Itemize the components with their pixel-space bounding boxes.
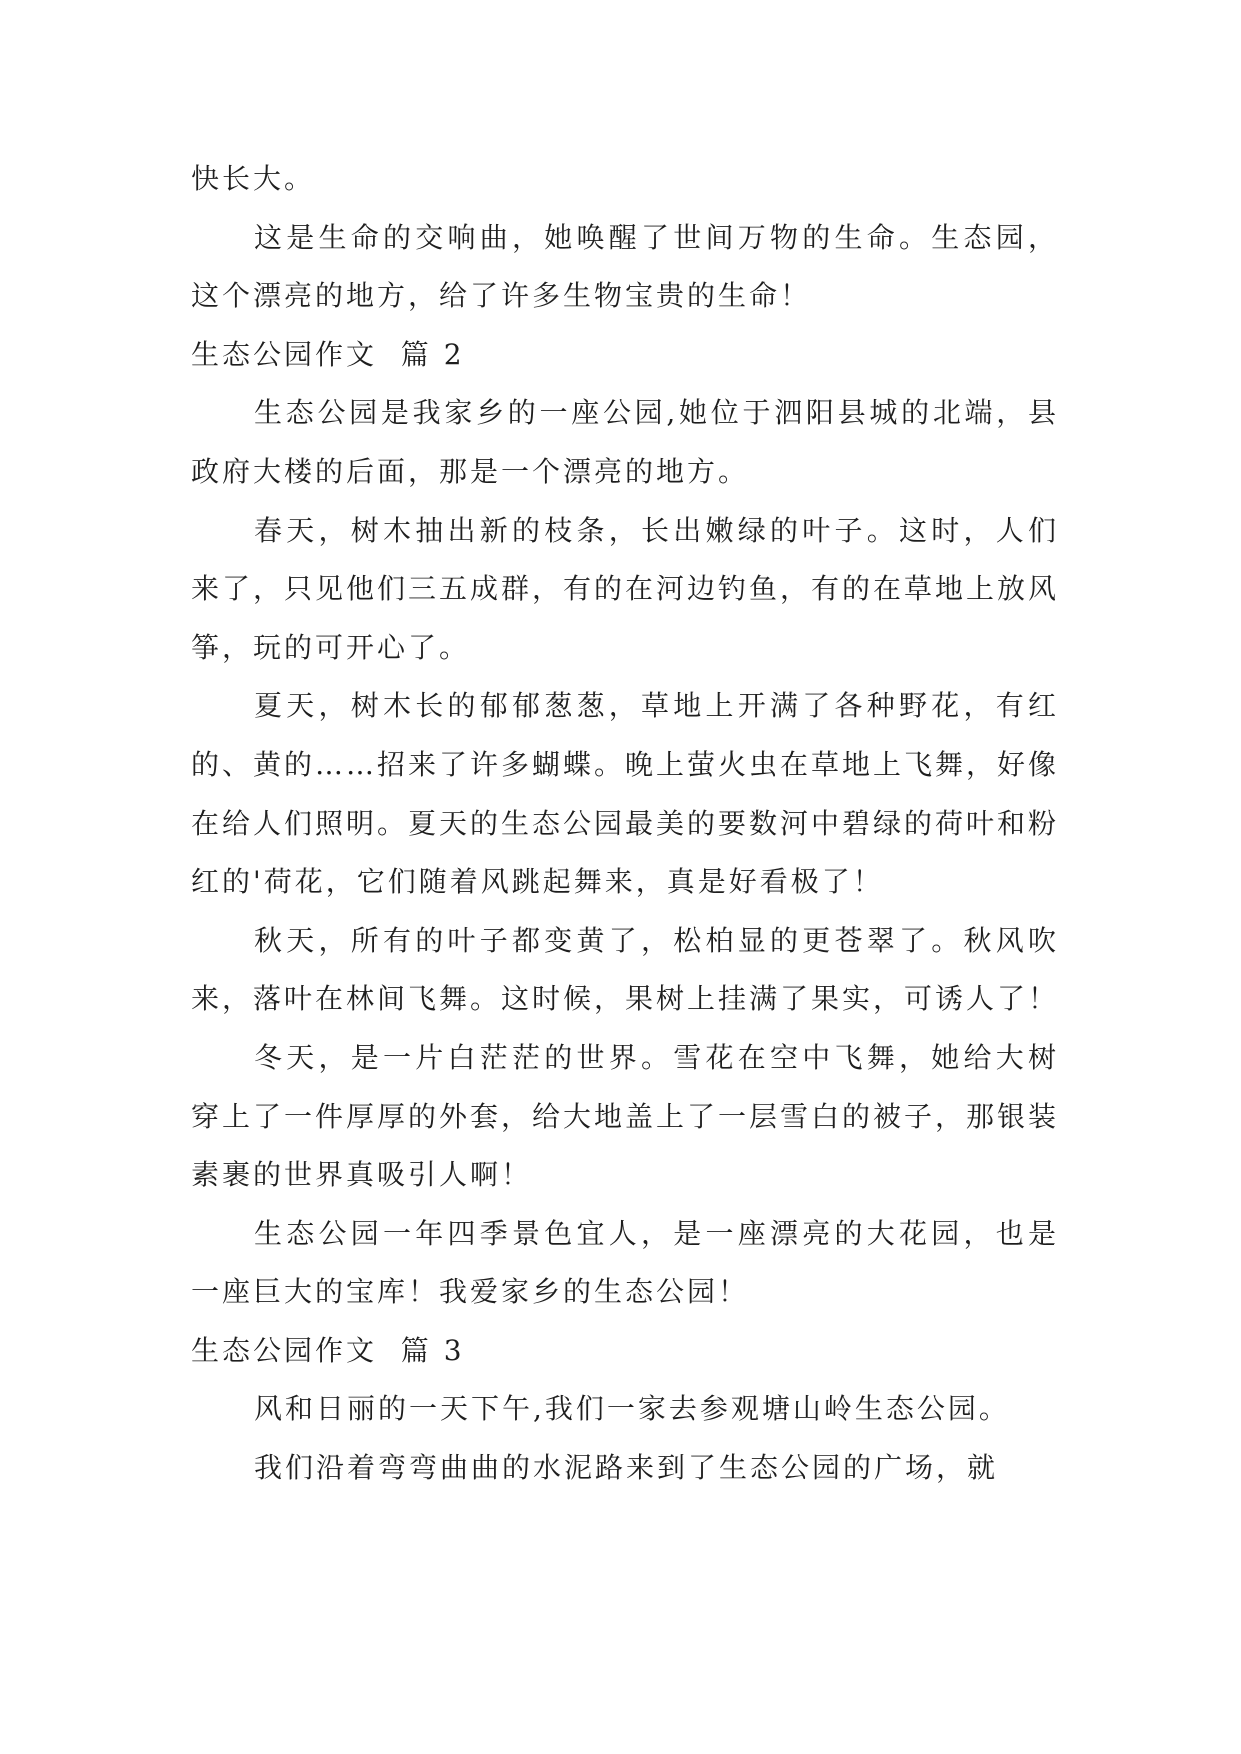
paragraph-spring: 春天，树木抽出新的枝条，长出嫩绿的叶子。这时，人们来了，只见他们三五成群，有的在河边钓鱼，有的在草地上放风筝，玩的可开心了。 (191, 513, 1060, 664)
paragraph-winter: 冬天，是一片白茫茫的世界。雪花在空中飞舞，她给大树穿上了一件厚厚的外套，给大地盖上了一层雪白的被子，那银装素裹的世界真吸引人啊！ (191, 1040, 1060, 1192)
section-heading-3: 生态公园作文 篇 3 (191, 1333, 465, 1367)
document-body (191, 150, 1059, 1498)
paragraph-autumn: 秋天，所有的叶子都变黄了，松柏显的更苍翠了。秋风吹来，落叶在林间飞舞。这时候，果树上挂满了果实，可诱人了！ (191, 923, 1060, 1016)
paragraph-intro: 生态公园是我家乡的一座公园,她位于泗阳县城的北端，县政府大楼的后面，那是一个漂亮的地方。 (191, 396, 1059, 488)
section-heading-2: 生态公园作文 篇 2 (191, 337, 465, 371)
paragraph-conclusion: 生态公园一年四季景色宜人，是一座漂亮的大花园，也是一座巨大的宝库！我爱家乡的生态公园！ (191, 1216, 1059, 1309)
paragraph-outing: 风和日丽的一天下午,我们一家去参观塘山岭生态公园。 (254, 1392, 1010, 1426)
paragraph-road: 我们沿着弯弯曲曲的水泥路来到了生态公园的广场，就 (254, 1451, 999, 1485)
paragraph-symphony: 这是生命的交响曲，她唤醒了世间万物的生命。生态园，这个漂亮的地方，给了许多生物宝贵的生命！ (191, 220, 1059, 313)
paragraph-summer: 夏天，树木长的郁郁葱葱，草地上开满了各种野花，有红的、黄的……招来了许多蝴蝶。晚上萤火虫在草地上飞舞，好像在给人们照明。夏天的生态公园最美的要数河中碧绿的荷叶和粉红的'荷花，它们随着风跳起舞来，真是好看极了！ (191, 689, 1060, 899)
paragraph-continuation: 快长大。 (191, 162, 316, 195)
